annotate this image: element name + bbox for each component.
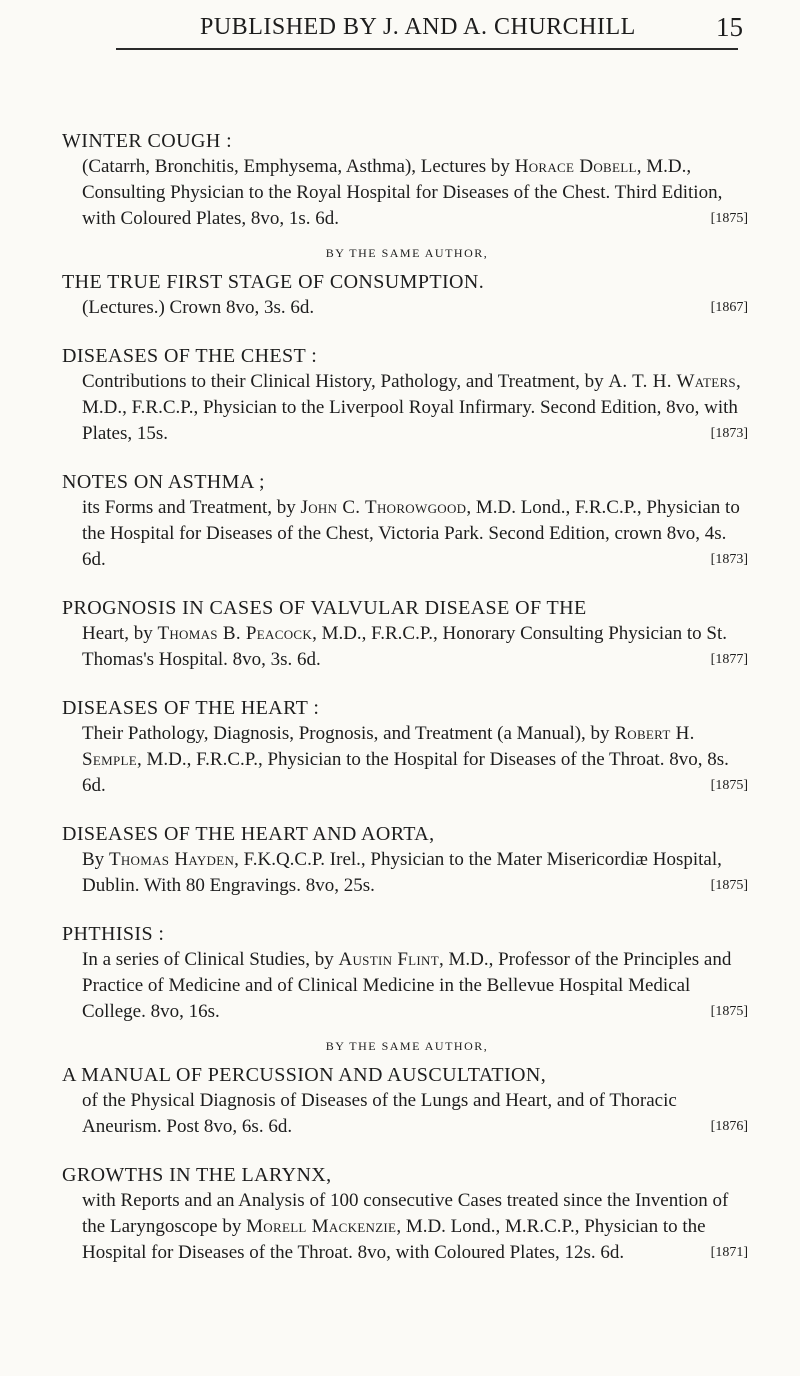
running-head: PUBLISHED BY J. AND A. CHURCHILL bbox=[200, 14, 636, 40]
entry-year: [1873] bbox=[710, 552, 748, 567]
same-author-note: BY THE SAME AUTHOR, bbox=[325, 246, 489, 260]
entry-title: WINTER COUGH : bbox=[62, 130, 233, 152]
entry-author: Horace Dobell bbox=[514, 156, 637, 177]
page-number: 15 bbox=[716, 12, 743, 42]
entry-title: DISEASES OF THE HEART AND AORTA, bbox=[62, 823, 435, 845]
list-item bbox=[62, 469, 752, 573]
entry-title: THE TRUE FIRST STAGE OF CONSUMPTION. bbox=[62, 271, 485, 293]
entry-text: , M.D. Lond., F.R.C.P., Physician to the Hospital for Diseases of the Chest, Victoria Park. Second Edition, crown 8vo, 4s. 6d. bbox=[82, 497, 740, 570]
entry-description bbox=[62, 295, 752, 321]
advertisement-list bbox=[62, 128, 752, 1288]
entry-author: Thomas B. Peacock bbox=[157, 623, 313, 644]
list-item bbox=[62, 1162, 752, 1266]
entry-text: , M.D., F.R.C.P., Physician to the Hospital for Diseases of the Throat. 8vo, 8s. 6d. bbox=[82, 749, 729, 796]
entry-text: , M.D. Lond., M.R.C.P., Physician to the Hospital for Diseases of the Throat. 8vo, with Coloured Plates, 12s. 6d. bbox=[82, 1216, 706, 1263]
entry-text: In a series of Clinical Studies, by bbox=[82, 949, 339, 970]
entry-text: , M.D., F.R.C.P., Honorary Consulting Physician to St. Thomas's Hospital. 8vo, 3s. 6d. bbox=[82, 623, 728, 670]
entry-author: Thomas Hayden bbox=[108, 849, 235, 870]
entry-description bbox=[62, 947, 752, 1025]
entry-description bbox=[62, 621, 752, 673]
entry-author: John C. Thorowgood bbox=[300, 497, 467, 518]
entry-text: its Forms and Treatment, by bbox=[82, 497, 301, 518]
entry-year: [1876] bbox=[710, 1119, 748, 1134]
entry-text: , F.K.Q.C.P. Irel., Physician to the Mater Misericordiæ Hospital, Dublin. With 80 Engravings. 8vo, 25s. bbox=[82, 849, 722, 896]
list-item bbox=[62, 921, 752, 1025]
entry-title: PHTHISIS : bbox=[62, 923, 165, 945]
entry-title: DISEASES OF THE HEART : bbox=[62, 697, 320, 719]
entry-author: Robert H. Semple bbox=[82, 723, 695, 770]
entry-year: [1875] bbox=[710, 878, 748, 893]
entry-text: (Catarrh, Bronchitis, Emphysema, Asthma), Lectures by bbox=[82, 156, 515, 177]
entry-text: of the Physical Diagnosis of Diseases of the Lungs and Heart, and of Thoracic Aneurism. Post 8vo, 6s. 6d. bbox=[82, 1090, 677, 1137]
entry-year: [1871] bbox=[710, 1245, 748, 1260]
entry-description bbox=[62, 721, 752, 799]
entry-year: [1867] bbox=[710, 300, 748, 315]
entry-year: [1877] bbox=[710, 652, 748, 667]
entry-title: GROWTHS IN THE LARYNX, bbox=[62, 1164, 332, 1186]
entry-text: (Lectures.) Crown 8vo, 3s. 6d. bbox=[82, 297, 315, 318]
entry-text: with Reports and an Analysis of 100 consecutive Cases treated since the Invention of the Laryngoscope by bbox=[82, 1190, 729, 1237]
entry-description bbox=[62, 1088, 752, 1140]
list-item bbox=[62, 128, 752, 232]
entry-description bbox=[62, 1188, 752, 1266]
entry-title: DISEASES OF THE CHEST : bbox=[62, 345, 318, 367]
entry-text: Heart, by bbox=[82, 623, 158, 644]
entry-author: Austin Flint bbox=[338, 949, 439, 970]
entry-text: , M.D., Professor of the Principles and Practice of Medicine and of Clinical Medicine in the Bellevue Hospital Medical College. 8vo, 16s. bbox=[82, 949, 732, 1022]
entry-year: [1875] bbox=[710, 1004, 748, 1019]
entry-text: Contributions to their Clinical History, Pathology, and Treatment, by bbox=[82, 371, 609, 392]
entry-title: A MANUAL OF PERCUSSION AND AUSCULTATION, bbox=[62, 1064, 547, 1086]
entry-year: [1875] bbox=[710, 211, 748, 226]
entry-description bbox=[62, 495, 752, 573]
entry-author: A. T. H. Waters bbox=[608, 371, 736, 392]
list-item bbox=[62, 1062, 752, 1140]
entry-year: [1873] bbox=[710, 426, 748, 441]
list-item bbox=[62, 695, 752, 799]
entry-year: [1875] bbox=[710, 778, 748, 793]
list-item bbox=[62, 595, 752, 673]
header-rule bbox=[116, 48, 738, 50]
entry-description bbox=[62, 369, 752, 447]
list-item bbox=[62, 269, 752, 321]
same-author-note: BY THE SAME AUTHOR, bbox=[325, 1039, 489, 1053]
entry-text: , M.D., F.R.C.P., Physician to the Liverpool Royal Infirmary. Second Edition, 8vo, with Plates, 15s. bbox=[82, 371, 741, 444]
entry-description bbox=[62, 847, 752, 899]
entry-text: By bbox=[82, 849, 109, 870]
entry-text: Their Pathology, Diagnosis, Prognosis, and Treatment (a Manual), by bbox=[82, 723, 615, 744]
entry-author: Morell Mackenzie bbox=[246, 1216, 397, 1237]
entry-description bbox=[62, 154, 752, 232]
list-item bbox=[62, 343, 752, 447]
list-item bbox=[62, 821, 752, 899]
entry-title: PROGNOSIS IN CASES OF VALVULAR DISEASE OF THE bbox=[62, 597, 587, 619]
entry-text: , M.D., Consulting Physician to the Royal Hospital for Diseases of the Chest. Third Edition, with Coloured Plates, 8vo, 1s. 6d. bbox=[82, 156, 723, 229]
entry-title: NOTES ON ASTHMA ; bbox=[62, 471, 265, 493]
